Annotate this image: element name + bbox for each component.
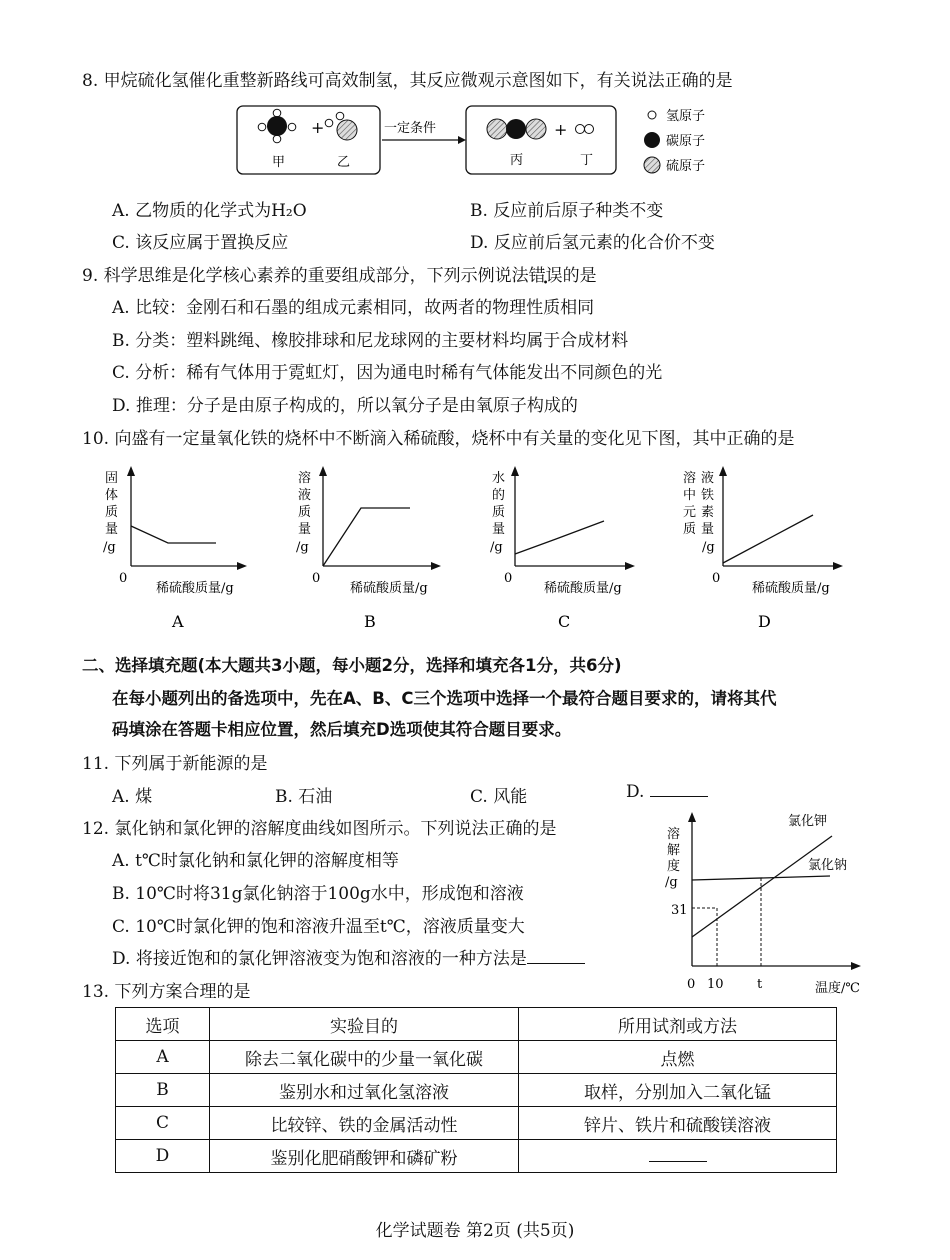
q9-stem-end: 的是 — [562, 266, 597, 286]
ylabel-char: 质 — [683, 522, 697, 537]
legend-carbon: 碳原子 — [666, 134, 706, 149]
ylabel-unit: /g — [702, 540, 715, 555]
table-cell: 锌片、铁片和硫酸镁溶液 — [519, 1107, 837, 1140]
y-tick-31: 31 — [671, 903, 688, 918]
table-cell: C — [116, 1107, 210, 1140]
q10-stem: 10. 向盛有一定量氧化铁的烧杯中不断滴入稀硫酸，烧杯中有关量的变化见下图，其中正确的是 — [82, 429, 795, 449]
q8-option-c: C. 该反应属于置换反应 — [112, 233, 289, 253]
x-tick-0: 0 — [687, 977, 696, 992]
ylabel-unit: /g — [665, 875, 678, 890]
ylabel-char: 液 — [701, 471, 715, 486]
origin-label: 0 — [504, 571, 513, 586]
legend-sulfur: 硫原子 — [666, 159, 706, 174]
arrow-label: 一定条件 — [384, 121, 437, 136]
table-cell: 除去二氧化碳中的少量一氧化碳 — [210, 1041, 519, 1074]
label-jia: 甲 — [272, 155, 286, 170]
q12-option-c: C. 10℃时氯化钾的饱和溶液升温至t℃，溶液质量变大 — [112, 917, 525, 937]
x-tick-10: 10 — [707, 977, 724, 992]
q12-solubility-graph — [655, 808, 870, 1000]
ylabel-char: 中 — [683, 488, 697, 503]
table-cell: 鉴别水和过氧化氢溶液 — [210, 1074, 519, 1107]
q9-option-a: A. 比较：金刚石和石墨的组成元素相同，故两者的物理性质相同 — [112, 298, 595, 318]
table-header-row — [116, 1008, 837, 1041]
ylabel-char: 质 — [298, 505, 312, 520]
page-footer: 化学试题卷 第2页 (共5页) — [375, 1221, 575, 1241]
q8-reaction-diagram — [232, 100, 752, 180]
origin-label: 0 — [312, 571, 321, 586]
q8-option-b: B. 反应前后原子种类不变 — [470, 201, 664, 221]
label-ding: 丁 — [580, 153, 594, 168]
table-cell: A — [116, 1041, 210, 1074]
xlabel: 温度/℃ — [815, 981, 860, 996]
table-cell: 鉴别化肥硝酸钾和磷矿粉 — [210, 1140, 519, 1173]
q11-option-c: C. 风能 — [470, 787, 528, 807]
q11-option-d — [626, 782, 708, 802]
table-row — [116, 1041, 837, 1074]
q9-option-d: D. 推理：分子是由原子构成的，所以氧分子是由氧原子构成的 — [112, 396, 578, 416]
xlabel: 稀硫酸质量/g — [752, 581, 830, 596]
q10-graph-c — [484, 466, 654, 638]
table-cell: D — [116, 1140, 210, 1173]
q12-option-d-text: D. 将接近饱和的氯化钾溶液变为饱和溶液的一种方法是 — [112, 949, 527, 969]
origin-label: 0 — [712, 571, 721, 586]
ylabel-char: 铁 — [701, 488, 715, 503]
ylabel-char: 量 — [105, 522, 119, 537]
ylabel-char: 元 — [683, 505, 697, 520]
section2-instruction-1: 在每小题列出的备选项中，先在A、B、C三个选项中选择一个最符合题目要求的，请将其代 — [112, 689, 777, 708]
table-cell: B — [116, 1074, 210, 1107]
ylabel-unit: /g — [103, 540, 116, 555]
q13-stem: 13. 下列方案合理的是 — [82, 982, 251, 1002]
ylabel-char: 溶 — [683, 471, 697, 486]
graph-letter: A — [172, 612, 184, 631]
ylabel-char: 的 — [492, 488, 506, 503]
ylabel-char: 溶 — [667, 827, 681, 842]
ylabel-char: 度 — [667, 859, 681, 874]
q12-option-d — [112, 944, 585, 969]
ylabel-char: 固 — [105, 471, 119, 486]
origin-label: 0 — [119, 571, 128, 586]
table-row — [116, 1140, 837, 1173]
table-header: 选项 — [116, 1008, 210, 1041]
q11-option-a: A. 煤 — [112, 787, 153, 807]
q9-emphasis: 错误 — [528, 266, 563, 286]
label-yi: 乙 — [337, 155, 351, 170]
ylabel-char: 水 — [492, 471, 506, 486]
ylabel-char: 液 — [298, 488, 312, 503]
ylabel-unit: /g — [296, 540, 309, 555]
q13-scheme-table — [115, 1007, 837, 1173]
q9-stem-text: 9. 科学思维是化学核心素养的重要组成部分，下列示例说法 — [82, 266, 529, 286]
q10-graph-a — [96, 466, 266, 638]
table-header: 所用试剂或方法 — [519, 1008, 837, 1041]
plus-sign: + — [554, 120, 568, 139]
q12-option-b: B. 10℃时将31g氯化钠溶于100g水中，形成饱和溶液 — [112, 884, 524, 904]
xlabel: 稀硫酸质量/g — [350, 581, 428, 596]
table-row — [116, 1107, 837, 1140]
q12-answer-blank[interactable] — [527, 963, 585, 964]
q8-stem: 8. 甲烷硫化氢催化重整新路线可高效制氢，其反应微观示意图如下，有关说法正确的是 — [82, 71, 733, 91]
q9-stem — [82, 261, 597, 286]
q9-option-b: B. 分类：塑料跳绳、橡胶排球和尼龙球网的主要材料均属于合成材料 — [112, 331, 629, 351]
ylabel-char: 量 — [492, 522, 506, 537]
ylabel-unit: /g — [490, 540, 503, 555]
label-bing: 丙 — [510, 153, 524, 168]
q10-graph-d — [680, 466, 860, 638]
ylabel-char: 质 — [105, 505, 119, 520]
q11-answer-blank[interactable] — [650, 796, 708, 797]
q13-answer-blank[interactable] — [649, 1145, 707, 1162]
graph-letter: B — [364, 612, 376, 631]
q12-option-a: A. t℃时氯化钠和氯化钾的溶解度相等 — [112, 851, 399, 871]
q11-option-d-label: D. — [626, 782, 645, 802]
xlabel: 稀硫酸质量/g — [156, 581, 234, 596]
xlabel: 稀硫酸质量/g — [544, 581, 622, 596]
q11-option-b: B. 石油 — [275, 787, 333, 807]
ylabel-char: 量 — [298, 522, 312, 537]
section2-instruction-2: 码填涂在答题卡相应位置，然后填充D选项使其符合题目要求。 — [112, 720, 572, 739]
graph-letter: D — [758, 612, 771, 631]
ylabel-char: 量 — [701, 522, 715, 537]
ylabel-char: 素 — [701, 505, 715, 520]
q10-graph-b — [290, 466, 460, 638]
kcl-label: 氯化钾 — [788, 814, 828, 829]
table-cell — [519, 1140, 837, 1173]
q12-stem: 12. 氯化钠和氯化钾的溶解度曲线如图所示。下列说法正确的是 — [82, 819, 557, 839]
graph-letter: C — [558, 612, 571, 631]
table-row — [116, 1074, 837, 1107]
q11-stem: 11. 下列属于新能源的是 — [82, 754, 268, 774]
nacl-label: 氯化钠 — [808, 858, 848, 873]
ylabel-char: 解 — [667, 843, 681, 858]
ylabel-char: 溶 — [298, 471, 312, 486]
ylabel-char: 质 — [492, 505, 506, 520]
section2-title: 二、选择填充题(本大题共3小题，每小题2分，选择和填充各1分，共6分) — [82, 656, 622, 675]
legend-hydrogen: 氢原子 — [666, 109, 706, 124]
x-tick-t: t — [757, 977, 763, 992]
table-cell: 取样，分别加入二氧化锰 — [519, 1074, 837, 1107]
q8-option-a: A. 乙物质的化学式为H₂O — [112, 201, 307, 221]
table-cell: 比较锌、铁的金属活动性 — [210, 1107, 519, 1140]
ylabel-char: 体 — [105, 488, 119, 503]
table-cell: 点燃 — [519, 1041, 837, 1074]
table-header: 实验目的 — [210, 1008, 519, 1041]
q9-option-c: C. 分析：稀有气体用于霓虹灯，因为通电时稀有气体能发出不同颜色的光 — [112, 363, 663, 383]
q8-option-d: D. 反应前后氢元素的化合价不变 — [470, 233, 715, 253]
plus-sign: + — [311, 118, 325, 137]
